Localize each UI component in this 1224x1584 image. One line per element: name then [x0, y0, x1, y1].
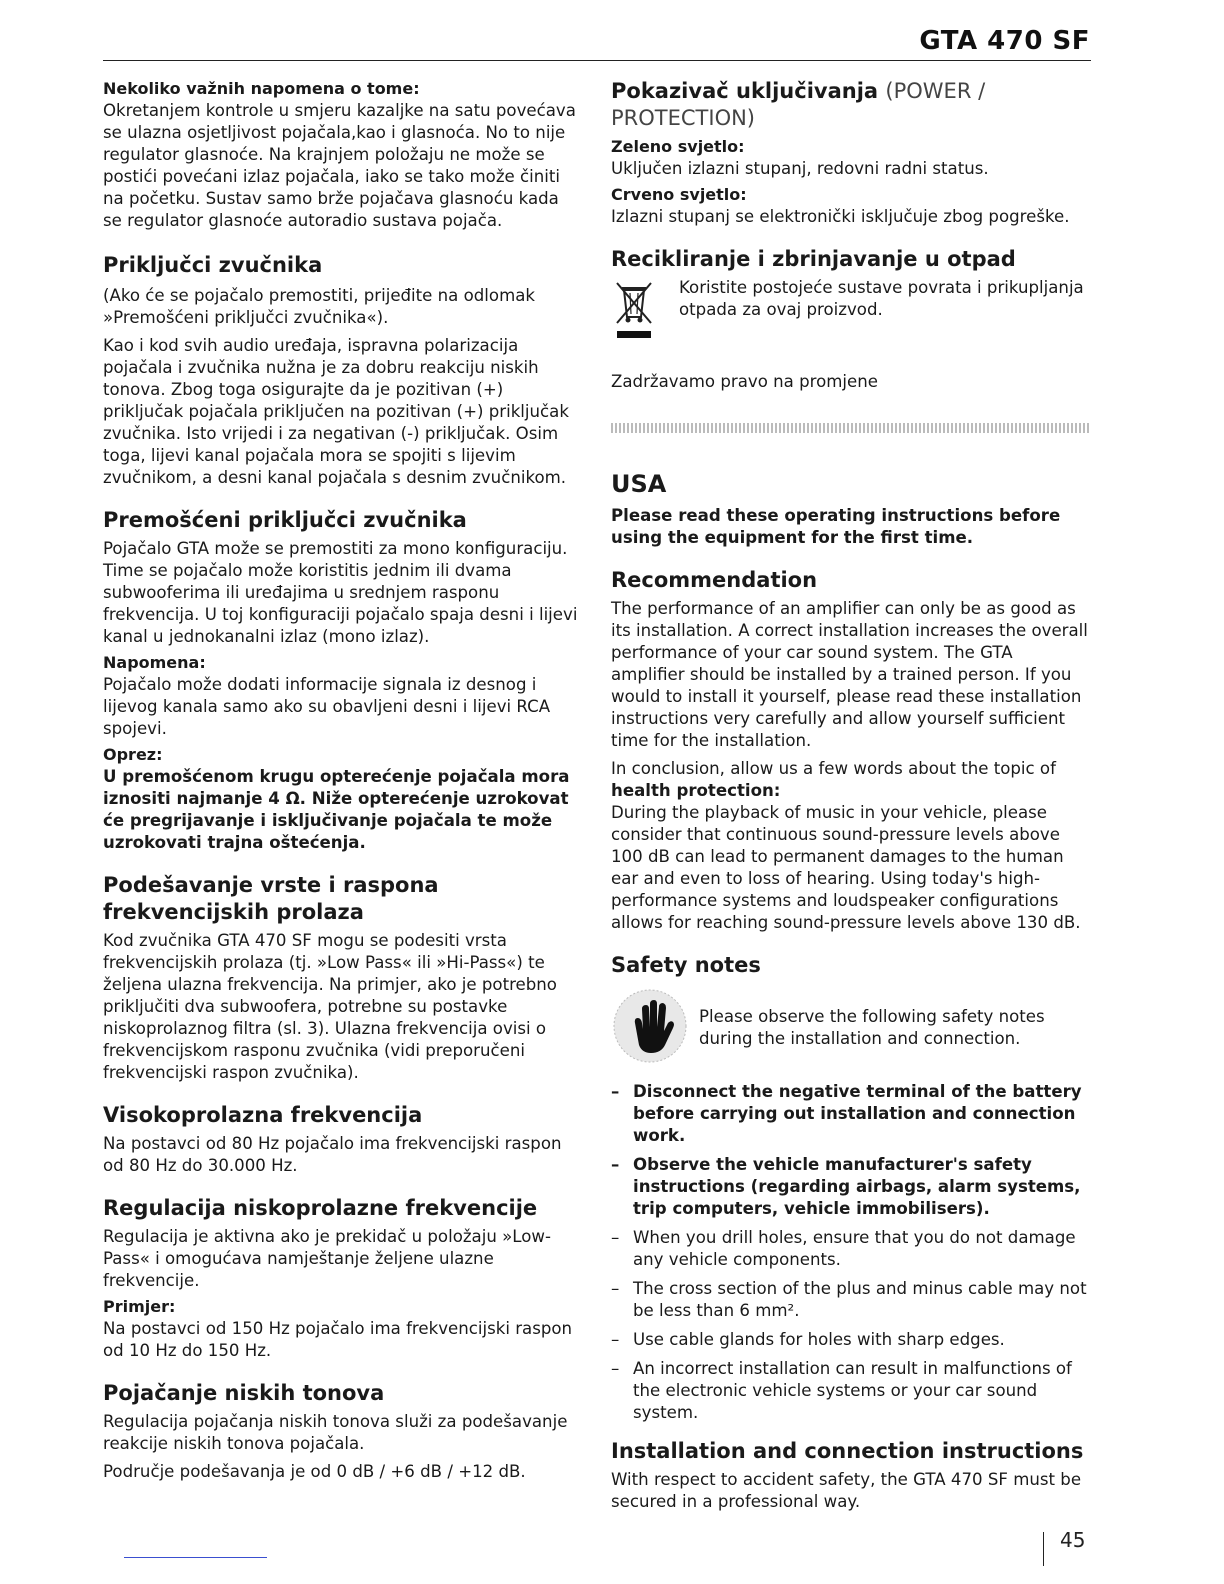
bass-text: Regulacija pojačanja niskih tonova služi za podešavanje reakcije niskih tonova pojačala. [103, 1412, 568, 1453]
speaker-text: Kao i kod svih audio uređaja, ispravna polarizacija pojačala i zvučnika nužna je za dobru reakciju niskih tonova. Zbog toga osigurajte da je pozitivan (+) priključak pojačala priključen na pozitivan (+) priključak zvučnika. Isto vrijedi i za negativan (-) priključak. Osim toga, lijevi kanal pojačala mora se spojiti s lijevim zvučnikom, a desni kanal pojačala s desnim zvučnikom. [103, 336, 569, 487]
safety-list [611, 1081, 1090, 1424]
list-item: – Observe the vehicle manufacturer's safety instructions (regarding airbags, alarm systems, trip computers, vehicle immobilisers). [611, 1155, 1081, 1218]
health-bold: health protection: [611, 781, 781, 800]
list-item: – When you drill holes, ensure that you do not damage any vehicle components. [611, 1228, 1076, 1269]
health-text: During the playback of music in your vehicle, please consider that continuous sound-pressure levels above 100 dB can lead to permanent damages to the human ear and even to loss of hearing. Using today's high-performance systems and loudspeaker configurations allows for reaching sound-pressure levels above 130 dB. [611, 803, 1081, 932]
lowpass-heading: Regulacija niskoprolazne frekvencije [103, 1196, 538, 1220]
list-item: – Disconnect the negative terminal of the battery before carrying out installation and connection work. [611, 1082, 1082, 1145]
health-prefix: In conclusion, allow us a few words about the topic of [611, 759, 1056, 778]
install-heading: Installation and connection instructions [611, 1439, 1084, 1463]
green-text: Uključen izlazni stupanj, redovni radni status. [611, 159, 989, 178]
recycle-row [611, 277, 1090, 343]
freq-heading: Podešavanje vrste i raspona frekvencijskih prolaza [103, 873, 439, 924]
red-text: Izlazni stupanj se elektronički isključuje zbog pogreške. [611, 207, 1070, 226]
page-number-divider [1043, 1532, 1044, 1566]
example-text: Na postavci od 150 Hz pojačalo ima frekvencijski raspon od 10 Hz do 150 Hz. [103, 1319, 573, 1360]
crossed-bin-icon [611, 277, 679, 343]
list-item-text: Disconnect the negative terminal of the battery before carrying out installation and connection work. [633, 1082, 1082, 1145]
caution-label: Oprez: [103, 745, 163, 764]
list-item-text: Observe the vehicle manufacturer's safety instructions (regarding airbags, alarm systems, trip computers, vehicle immobilisers). [633, 1155, 1081, 1218]
document-title: GTA 470 SF [919, 26, 1090, 56]
bridged-text: Pojačalo GTA može se premostiti za mono konfiguraciju. Time se pojačalo može koristitis jednim ili dvama subwooferima ili uređajima u srednjem rasponu frekvencija. U toj konfiguraciji pojačalo spaja desni i lijevi kanal u jednokanalni izlaz (mono izlaz). [103, 539, 578, 646]
left-column [103, 78, 581, 1483]
important-text: Okretanjem kontrole u smjeru kazaljke na satu povećava se ulazna osjetljivost pojačala,kao i glasnoća. No to nije regulator glasnoće. Na krajnjem položaju ne može se postići povećani izlaz pojačala, iako se tako može činiti na početku. Sustav samo brže pojačava glasnoću kada se regulator glasnoće autoradio sustava pojača. [103, 101, 576, 230]
green-label: Zeleno svjetlo: [611, 137, 745, 156]
page-number: 45 [1060, 1528, 1086, 1552]
footer-underline [124, 1557, 267, 1558]
rights-text: Zadržavamo pravo na promjene [611, 372, 878, 391]
caution-text: U premošćenom krugu opterećenje pojačala mora iznositi najmanje 4 Ω. Niže opterećenje uzrokovat će pregrijavanje i isključivanje pojačala te može uzrokovati trajna oštećenja. [103, 767, 570, 852]
power-heading-main: Pokazivač uključivanja [611, 79, 879, 103]
highpass-text: Na postavci od 80 Hz pojačalo ima frekvencijski raspon od 80 Hz do 30.000 Hz. [103, 1134, 562, 1175]
example-label: Primjer: [103, 1297, 176, 1316]
list-item: – The cross section of the plus and minus cable may not be less than 6 mm². [611, 1279, 1087, 1320]
stop-hand-icon [611, 987, 699, 1069]
section-separator [611, 423, 1090, 433]
install-text: With respect to accident safety, the GTA 470 SF must be secured in a professional way. [611, 1470, 1082, 1511]
important-label: Nekoliko važnih napomena o tome: [103, 79, 420, 98]
highpass-heading: Visokoprolazna frekvencija [103, 1103, 423, 1127]
power-heading-suffix: (POWER / PROTECTION) [611, 79, 986, 130]
header-divider [103, 60, 1091, 61]
recycle-heading: Recikliranje i zbrinjavanje u otpad [611, 247, 1016, 271]
bass-heading: Pojačanje niskih tonova [103, 1381, 385, 1405]
bridged-heading: Premošćeni priključci zvučnika [103, 508, 467, 532]
list-item: – An incorrect installation can result in malfunctions of the electronic vehicle systems or your car sound system. [611, 1359, 1072, 1422]
list-item: – Use cable glands for holes with sharp edges. [611, 1330, 1005, 1349]
health-intro [611, 758, 1090, 802]
list-item-text: The cross section of the plus and minus cable may not be less than 6 mm². [633, 1279, 1087, 1320]
usa-intro: Please read these operating instructions before using the equipment for the first time. [611, 506, 1061, 547]
power-heading [611, 78, 1090, 132]
safety-intro: Please observe the following safety notes during the installation and connection. [699, 1007, 1045, 1048]
recommendation-text: The performance of an amplifier can only be as good as its installation. A correct installation increases the overall performance of your car sound system. The GTA amplifier should be installed by a trained person. If you would to install it yourself, please read these installation instructions very carefully and allow yourself sufficient time for the installation. [611, 599, 1088, 750]
freq-text: Kod zvučnika GTA 470 SF mogu se podesiti vrsta frekvencijskih prolaza (tj. »Low Pass« ili »Hi-Pass«) te željena ulazna frekvencija. Na primjer, ako je potrebno priključiti dva subwoofera, potrebne su postavke niskoprolaznog filtra (sl. 3). Ulazna frekvencija ovisi o frekvencijskom rasponu zvučnika (vidi preporučeni frekvencijski raspon zvučnika). [103, 931, 557, 1082]
list-item-text: An incorrect installation can result in malfunctions of the electronic vehicle systems or your car sound system. [633, 1359, 1072, 1422]
recycle-text: Koristite postojeće sustave povrata i prikupljanja otpada za ovaj proizvod. [679, 278, 1084, 319]
lowpass-text: Regulacija je aktivna ako je prekidač u položaju »Low-Pass« i omogućava namještanje željene ulazne frekvencije. [103, 1227, 551, 1290]
list-item-text: When you drill holes, ensure that you do not damage any vehicle components. [633, 1228, 1076, 1269]
recommendation-heading: Recommendation [611, 568, 818, 592]
red-label: Crveno svjetlo: [611, 185, 747, 204]
note-text: Pojačalo može dodati informacije signala iz desnog i lijevog kanala samo ako su obavljeni desni i lijevi RCA spojevi. [103, 675, 551, 738]
usa-heading: USA [611, 470, 667, 498]
note-label: Napomena: [103, 653, 206, 672]
safety-row [611, 987, 1090, 1069]
bass-range: Područje podešavanja je od 0 dB / +6 dB / +12 dB. [103, 1462, 526, 1481]
list-item-text: Use cable glands for holes with sharp edges. [633, 1330, 1005, 1349]
speaker-note: (Ako će se pojačalo premostiti, prijeđite na odlomak »Premošćeni priključci zvučnika«). [103, 286, 536, 327]
safety-heading: Safety notes [611, 953, 761, 977]
right-column [611, 78, 1090, 1513]
speaker-heading: Priključci zvučnika [103, 253, 323, 277]
